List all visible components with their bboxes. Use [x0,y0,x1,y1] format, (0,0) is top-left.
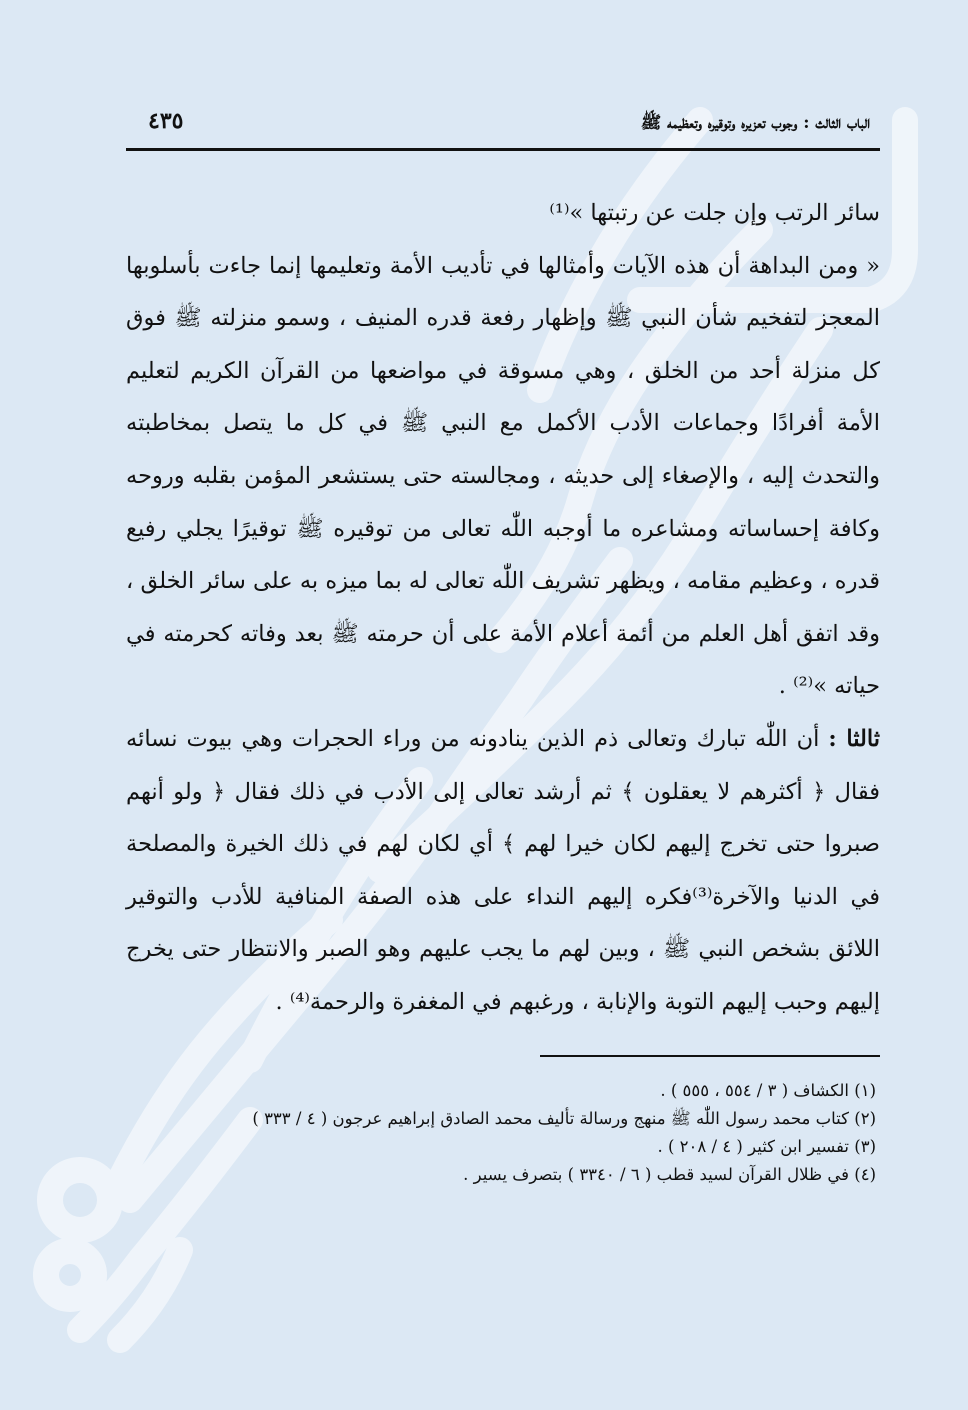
footnote-3: (٣) تفسير ابن كثير ( ٤ / ٢٠٨ ) . [657,1136,876,1156]
paragraph-1: سائر الرتب وإن جلت عن رتبتها »⁽¹⁾ [549,200,880,226]
paragraph-3-text: أن اللّٰه تبارك وتعالى ذم الذين ينادونه من وراء الحجرات وهي بيوت نسائه فقال ﴿ أكثرهم لا يعقلون ﴾ ثم أرشد تعالى إلى الأدب في ذلك فقال ﴿ ولو أنهم صبروا حتى تخرج إليهم لكان خيرا لهم ﴾ أي لكان لهم في ذلك الخيرة والمصلحة في الدنيا والآخرة⁽³⁾فكره إليهم النداء على هذه الصفة المنافية للأدب والتوقير اللائق بشخص النبي ﷺ ، وبين لهم ما يجب عليهم وهو الصبر والانتظار حتى يخرج إليهم وحبب إليهم التوبة والإنابة ، ورغبهم في المغفرة والرحمة⁽⁴⁾ . [126,725,880,1015]
chapter-title: الباب الثالث : وجوب تعزيره وتوقيره وتعظيمه ﷺ [640,113,870,133]
footnote-2: (٢) كتاب محمد رسول اللّٰه ﷺ منهج ورسالة تأليف محمد الصادق إبراهيم عرجون ( ٤ / ٣٣٣ ) [252,1108,876,1128]
footnotes [126,1077,876,1189]
footnote-1: (١) الكشاف ( ٣ / ٥٥٤ ، ٥٥٥ ) . [660,1080,876,1100]
document-page [126,104,880,1189]
paragraph-3 [126,713,880,1029]
footnote-4: (٤) في ظلال القرآن لسيد قطب ( ٦ / ٣٣٤٠ ) بتصرف يسير . [463,1164,876,1184]
footnote-separator [540,1055,880,1057]
running-header [126,104,880,151]
page-number: ٤٣٥ [148,108,184,134]
paragraph-3-lead: ثالثا : [828,725,880,752]
main-text [126,187,880,1029]
paragraph-2: « ومن البداهة أن هذه الآيات وأمثالها في تأديب الأمة وتعليمها إنما جاءت بأسلوبها المعجز لتفخيم شأن النبي ﷺ وإظهار رفعة قدره المنيف ، وسمو منزلته ﷺ فوق كل منزلة أحد من الخلق ، وهي مسوقة في مواضعها من القرآن الكريم لتعليم الأمة أفرادًا وجماعات الأدب الأكمل مع النبي ﷺ في كل ما يتصل بمخاطبته والتحدث إليه ، والإصغاء إلى حديثه ، ومجالسته حتى يستشعر المؤمن بقلبه وروحه وكافة إحساساته ومشاعره ما أوجبه اللّٰه تعالى من توقيره ﷺ توقيرًا يجلي رفيع قدره ، وعظيم مقامه ، ويظهر تشريف اللّٰه تعالى له بما ميزه به على سائر الخلق ، وقد اتفق أهل العلم من أئمة أعلام الأمة على أن حرمته ﷺ بعد وفاته كحرمته في حياته »⁽²⁾ . [126,252,880,700]
